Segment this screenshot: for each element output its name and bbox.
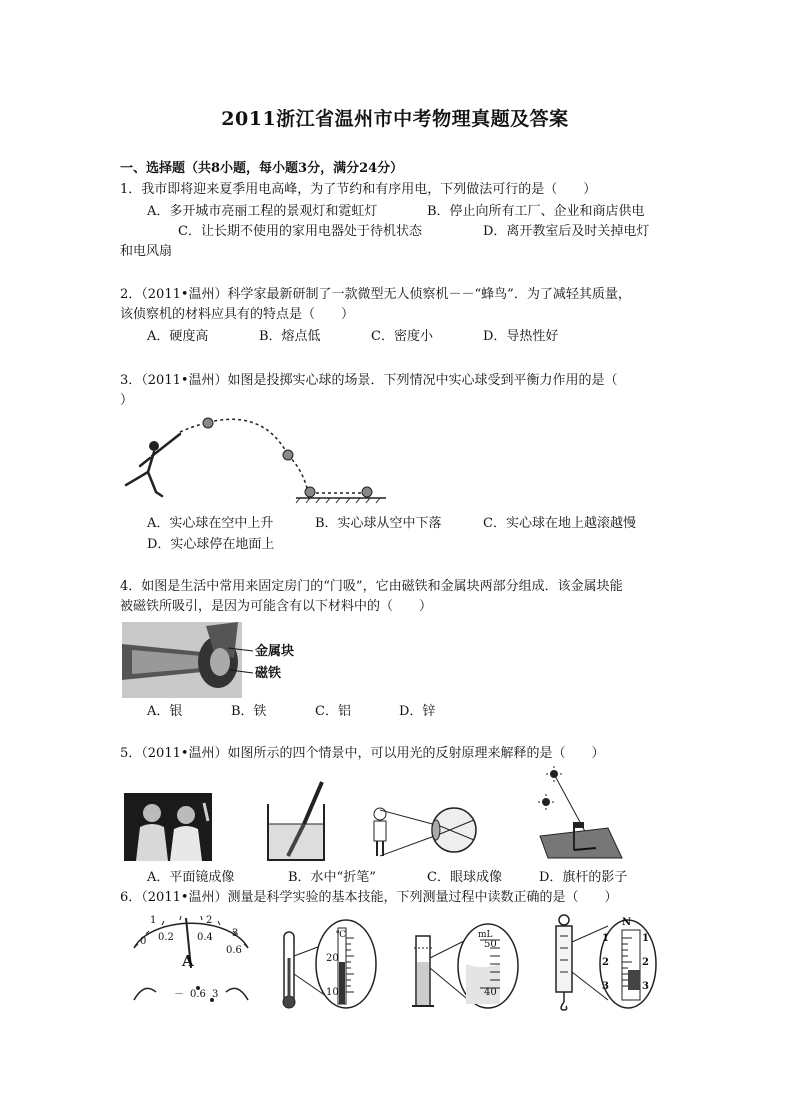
q1-option-d-cont: 和电风扇 — [120, 244, 173, 259]
terminal-06: 0.6 — [190, 989, 206, 1000]
child-body-icon — [374, 821, 386, 841]
ammeter-top-2: 2 — [206, 915, 213, 926]
section-heading: 一、选择题（共8小题，每小题3分，满分24分） — [120, 161, 404, 176]
q2-stem-line2: 该侦察机的材料应具有的特点是（ ） — [120, 307, 355, 322]
q4-stem-line2: 被磁铁所吸引，是因为可能含有以下材料中的（ ） — [120, 599, 433, 614]
ball-rest-icon — [362, 487, 372, 497]
cylinder-tick-50: 50 — [484, 939, 497, 950]
thermometer-tick-10: 10 — [326, 987, 339, 998]
ammeter-unit: A — [182, 952, 194, 970]
q4-option-a[interactable]: A．银 — [147, 704, 183, 719]
measuring-cylinder-figure — [410, 918, 522, 1010]
bent-pencil-figure — [264, 780, 328, 862]
spring-tick-3-right: 3 — [642, 981, 649, 992]
q3-option-b[interactable]: B．实心球从空中下落 — [315, 516, 442, 531]
q2-option-c[interactable]: C．密度小 — [371, 329, 433, 344]
q1-option-b[interactable]: B．停止向所有工厂、企业和商店供电 — [427, 204, 645, 219]
ground-plane-icon — [540, 828, 622, 858]
ammeter-scale-06: 0.6 — [226, 945, 242, 956]
thrower-icon — [126, 434, 180, 496]
light-ray-bottom-icon — [380, 834, 440, 856]
light-ray-top-icon — [380, 810, 440, 826]
scale-hook-bottom-icon — [561, 1002, 567, 1010]
ammeter-scale-0: 0 — [140, 936, 147, 947]
q5-option-d[interactable]: D．旗杆的影子 — [539, 870, 628, 885]
scale-hook-top-icon — [559, 915, 569, 925]
zoom-pointer-icon — [628, 970, 640, 990]
lens-icon — [432, 820, 440, 840]
q5-stem: 5．（2011•温州）如图所示的四个情景中，可以用光的反射原理来解释的是（ ） — [120, 746, 605, 761]
q2-option-b[interactable]: B．熔点低 — [259, 329, 321, 344]
spring-tick-1: 1 — [602, 933, 609, 944]
flagpole-shadow-figure — [530, 766, 634, 862]
spring-tick-2: 2 — [602, 957, 609, 968]
shot-put-figure — [118, 410, 398, 505]
ammeter-top-1: 1 — [150, 915, 157, 926]
eye-image-figure — [368, 800, 478, 862]
q3-stem-line1: 3．（2011•温州）如图是投掷实心球的场景．下列情况中实心球受到平衡力作用的是（ — [120, 373, 618, 388]
person-right-body-icon — [170, 826, 202, 861]
q4-option-b[interactable]: B．铁 — [231, 704, 267, 719]
q3-option-c[interactable]: C．实心球在地上越滚越慢 — [483, 516, 636, 531]
label-metal-block: 金属块 — [255, 644, 295, 659]
q4-option-c[interactable]: C．铝 — [315, 704, 351, 719]
flag-icon — [574, 822, 584, 828]
ammeter-top-3: 3 — [232, 928, 239, 939]
q3-option-a[interactable]: A．实心球在空中上升 — [147, 516, 274, 531]
ball-rising-icon — [203, 418, 213, 428]
cylinder-tick-40: 40 — [484, 987, 497, 998]
q1-option-d[interactable]: D．离开教室后及时关掉电灯 — [483, 224, 650, 239]
pencil-above-icon — [304, 782, 322, 824]
cylinder-water-icon — [417, 962, 429, 1005]
ball-ground-icon — [305, 487, 315, 497]
q2-option-d[interactable]: D．导热性好 — [483, 329, 559, 344]
cylinder-unit: mL — [478, 930, 493, 940]
trajectory-down-icon — [288, 455, 308, 492]
sun-icon-2 — [542, 798, 550, 806]
q5-option-b[interactable]: B．水中“折笔” — [288, 870, 376, 885]
ball-falling-icon — [283, 450, 293, 460]
person-right-head-icon — [177, 806, 195, 824]
thermometer-tick-20: 20 — [326, 953, 339, 964]
q5-option-c[interactable]: C．眼球成像 — [427, 870, 502, 885]
child-head-icon — [374, 808, 386, 820]
spring-tick-3: 3 — [602, 981, 609, 992]
spring-scale-unit: N — [622, 917, 632, 928]
q2-option-a[interactable]: A．硬度高 — [147, 329, 209, 344]
q4-option-d[interactable]: D．锌 — [399, 704, 436, 719]
q2-stem-line1: 2．（2011•温州）科学家最新研制了一款微型无人侦察机－－“蜂鸟”．为了减轻其质量， — [120, 287, 631, 302]
terminal-3: 3 — [212, 989, 219, 1000]
thermometer-unit: ℃ — [336, 930, 347, 940]
q5-option-a[interactable]: A．平面镜成像 — [147, 870, 235, 885]
q1-stem: 1．我市即将迎来夏季用电高峰，为了节约和有序用电，下列做法可行的是（ ） — [120, 182, 597, 197]
ammeter-scale-02: 0.2 — [158, 932, 174, 943]
page-title: 2011浙江省温州市中考物理真题及答案 — [221, 108, 569, 130]
q4-stem-line1: 4．如图是生活中常用来固定房门的“门吸”，它由磁铁和金属块两部分组成．该金属块能 — [120, 579, 623, 594]
zoom-liquid-icon — [339, 962, 345, 1004]
label-magnet: 磁铁 — [255, 666, 282, 681]
spring-tick-2-right: 2 — [642, 957, 649, 968]
q3-option-d[interactable]: D．实心球停在地面上 — [147, 537, 275, 552]
q1-option-c[interactable]: C．让长期不使用的家用电器处于待机状态 — [178, 224, 422, 239]
trajectory-up-icon — [180, 419, 288, 455]
spring-tick-1-right: 1 — [642, 933, 649, 944]
terminal-minus: － — [174, 989, 184, 1000]
mirror-image-figure — [124, 793, 212, 861]
contact-surface-icon — [210, 648, 230, 676]
q1-option-a[interactable]: A．多开城市亮丽工程的景观灯和霓虹灯 — [147, 204, 378, 219]
person-left-head-icon — [143, 804, 161, 822]
ammeter-scale-04: 0.4 — [197, 932, 213, 943]
q6-stem: 6．（2011•温州）测量是科学实验的基本技能，下列测量过程中读数正确的是（ ） — [120, 890, 618, 905]
person-left-body-icon — [136, 824, 168, 861]
q3-stem-line2: ） — [120, 393, 134, 408]
